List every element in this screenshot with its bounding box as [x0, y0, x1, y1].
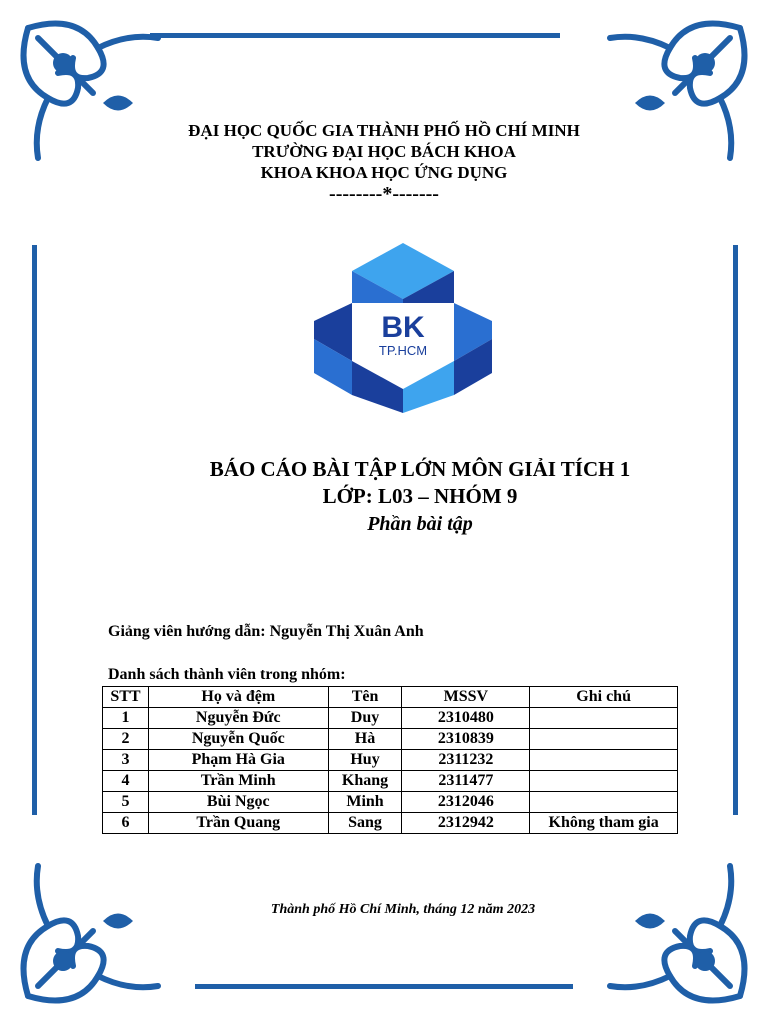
cell-stt: 3 [103, 750, 149, 771]
header-line-faculty: KHOA KHOA HỌC ỨNG DỤNG [260, 163, 508, 182]
header-separator: --------*------- [329, 183, 439, 205]
table-row [103, 729, 678, 750]
cell-surname: Bùi Ngọc [148, 792, 328, 813]
cell-note [530, 708, 678, 729]
logo-text-bk: BK [381, 311, 425, 344]
cell-student-id: 2310480 [402, 708, 530, 729]
cell-surname: Phạm Hà Gia [148, 750, 328, 771]
table-row [103, 771, 678, 792]
header-note: Ghi chú [530, 687, 678, 708]
cell-surname: Trần Minh [148, 771, 328, 792]
cell-name: Duy [328, 708, 402, 729]
logo-text-city: TP.HCM [378, 343, 428, 358]
cell-name: Khang [328, 771, 402, 792]
header-name: Tên [328, 687, 402, 708]
corner-ornament-bottom-left [18, 856, 168, 1006]
cell-student-id: 2311477 [402, 771, 530, 792]
cell-name: Minh [328, 792, 402, 813]
cell-note [530, 792, 678, 813]
header-stt: STT [103, 687, 149, 708]
table-row [103, 813, 678, 834]
table-row [103, 792, 678, 813]
bk-logo [314, 243, 492, 413]
members-heading: Danh sách thành viên trong nhóm: [108, 666, 346, 683]
report-subtitle: Phần bài tập [367, 513, 473, 535]
class-group: LỚP: L03 – NHÓM 9 [322, 484, 518, 508]
table-row [103, 708, 678, 729]
frame-bottom-line [195, 984, 573, 989]
cell-surname: Nguyễn Quốc [148, 729, 328, 750]
report-title-block [0, 456, 768, 538]
cell-note [530, 771, 678, 792]
cell-name: Hà [328, 729, 402, 750]
cell-stt: 1 [103, 708, 149, 729]
advisor-line: Giảng viên hướng dẫn: Nguyễn Thị Xuân Anh [108, 623, 424, 640]
place-date: Thành phố Hồ Chí Minh, tháng 12 năm 2023 [270, 902, 536, 917]
cell-student-id: 2312046 [402, 792, 530, 813]
table-row [103, 750, 678, 771]
cell-stt: 5 [103, 792, 149, 813]
cell-student-id: 2312942 [402, 813, 530, 834]
cell-note [530, 750, 678, 771]
header-line-school: TRƯỜNG ĐẠI HỌC BÁCH KHOA [252, 142, 516, 161]
cell-name: Sang [328, 813, 402, 834]
members-table [102, 686, 678, 834]
frame-top-line [150, 33, 560, 38]
cell-student-id: 2311232 [402, 750, 530, 771]
cell-stt: 4 [103, 771, 149, 792]
cell-stt: 6 [103, 813, 149, 834]
cell-surname: Nguyễn Đức [148, 708, 328, 729]
cell-stt: 2 [103, 729, 149, 750]
corner-ornament-bottom-right [600, 856, 750, 1006]
cell-student-id: 2310839 [402, 729, 530, 750]
header-surname: Họ và đệm [148, 687, 328, 708]
report-title: BÁO CÁO BÀI TẬP LỚN MÔN GIẢI TÍCH 1 [209, 457, 631, 481]
table-header-row [103, 687, 678, 708]
header-line-university: ĐẠI HỌC QUỐC GIA THÀNH PHỐ HỒ CHÍ MINH [188, 121, 580, 140]
cell-surname: Trần Quang [148, 813, 328, 834]
header-student-id: MSSV [402, 687, 530, 708]
cell-note [530, 729, 678, 750]
cell-name: Huy [328, 750, 402, 771]
university-header [0, 120, 768, 205]
cell-note: Không tham gia [530, 813, 678, 834]
